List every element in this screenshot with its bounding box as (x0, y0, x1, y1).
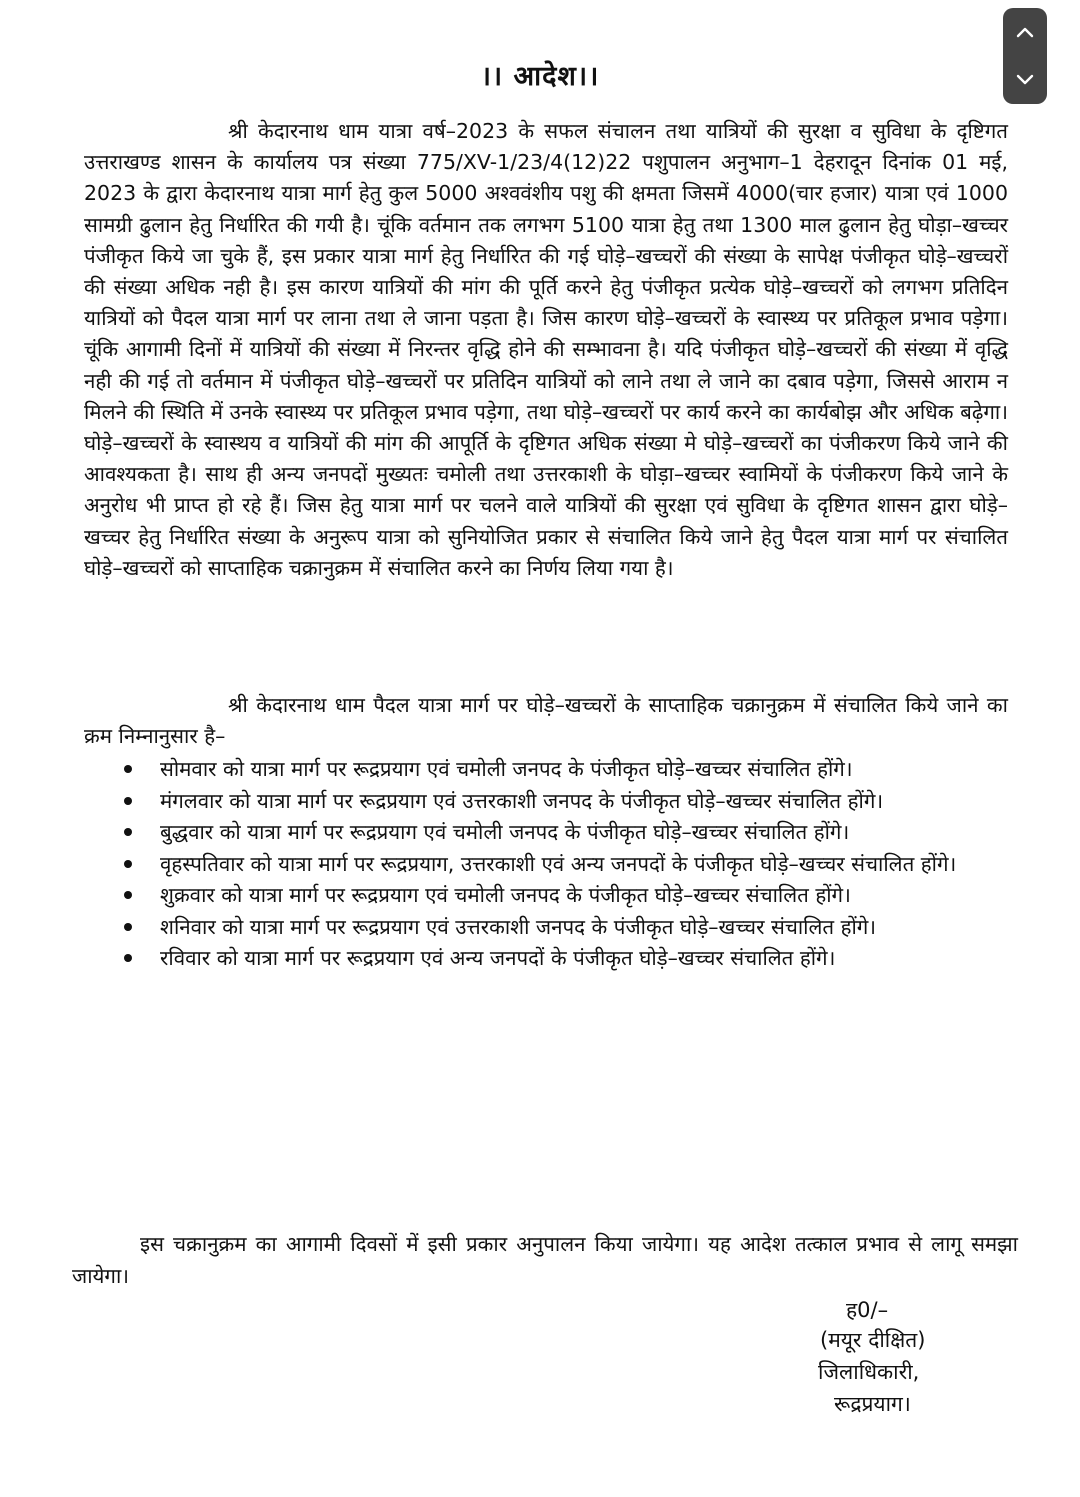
list-item (160, 754, 1018, 786)
list-item (160, 849, 1018, 881)
list-item-text: वृहस्पतिवार को यात्रा मार्ग पर रूद्रप्रयाग, उत्तरकाशी एवं अन्य जनपदों के पंजीकृत घोड़े–खच्चर संचालित होंगे। (160, 851, 957, 876)
bullet-icon (124, 954, 132, 962)
list-item-text: सोमवार को यात्रा मार्ग पर रूद्रप्रयाग एवं चमोली जनपद के पंजीकृत घोड़े–खच्चर संचालित होंगे। (160, 757, 853, 781)
signature-mark: ह0/– (846, 1298, 889, 1322)
signatory-designation: जिलाधिकारी, (818, 1360, 920, 1384)
list-item-text: शुक्रवार को यात्रा मार्ग पर रूद्रप्रयाग एवं चमोली जनपद के पंजीकृत घोड़े–खच्चर संचालित होंगे। (160, 883, 851, 907)
bullet-icon (124, 765, 132, 773)
page-navigation (1003, 8, 1047, 104)
bullet-icon (124, 860, 132, 868)
document-title: ।। आदेश।। (480, 61, 600, 92)
list-item (160, 880, 1018, 912)
body-paragraph-1: श्री केदारनाथ धाम यात्रा वर्ष–2023 के सफल संचालन तथा यात्रियों की सुरक्षा व सुविधा के दृष्टिगत उत्तराखण्ड शासन के कार्यालय पत्र संख्या 775/XV-1/23/4(12)22 पशुपालन अनुभाग–1 देहरादून दिनांक 01 मई, 2023 के द्वारा केदारनाथ यात्रा मार्ग हेतु कुल 5000 अश्ववंशीय पशु की क्षमता जिसमें 4000(चार हजार) यात्रा एवं 1000 सामग्री ढुलान हेतु निर्धारित की गयी है। चूंकि वर्तमान तक लगभग 5100 यात्रा हेतु तथा 1300 माल ढुलान हेतु घोड़ा–खच्चर पंजीकृत किये जा चुके हैं, इस प्रकार यात्रा मार्ग हेतु निर्धारित की गई घोड़े–खच्चरों की संख्या के सापेक्ष पंजीकृत घोड़े–खच्चरों की संख्या अधिक नही है। इस कारण यात्रियों की मांग की पूर्ति करने हेतु पंजीकृत प्रत्येक घोड़े–खच्चरों को लगभग प्रतिदिन यात्रियों को पैदल यात्रा मार्ग पर लाना तथा ले जाना पड़ता है। जिस कारण घोड़े–खच्चरों के स्वास्थ्य पर प्रतिकूल प्रभाव पड़ेगा। चूंकि आगामी दिनों में यात्रियों की संख्या में निरन्तर वृद्धि होने की सम्भावना है। यदि पंजीकृत घोड़े–खच्चरों की संख्या में वृद्धि नही की गई तो वर्तमान में पंजीकृत घोड़े–खच्चरों पर प्रतिदिन यात्रियों को लाने तथा ले जाने का दबाव पड़ेगा, जिससे आराम न मिलने की स्थिति में उनके स्वास्थ्य पर प्रतिकूल प्रभाव पड़ेगा, तथा घोड़े–खच्चरों पर कार्य करने का कार्यबोझ और अधिक बढ़ेगा। घोड़े–खच्चरों के स्वास्थय व यात्रियों की मांग की आपूर्ति के दृष्टिगत अधिक संख्या मे घोड़े–खच्चरों का पंजीकरण किये जाने की आवश्यकता है। साथ ही अन्य जनपदों मुख्यतः चमोली तथा उत्तरकाशी के घोड़ा–खच्चर स्वामियों के पंजीकरण किये जाने के अनुरोध भी प्राप्त हो रहे हैं। जिस हेतु यात्रा मार्ग पर चलने वाले यात्रियों की सुरक्षा एवं सुविधा के दृष्टिगत शासन द्वारा घोड़े–खच्चर हेतु निर्धारित संख्या के अनुरूप यात्रा को सुनियोजित प्रकार से संचालित किये जाने हेतु पैदल यात्रा मार्ग पर संचालित घोड़े–खच्चरों को साप्ताहिक चक्रानुक्रम में संचालित करने का निर्णय लिया गया है। (84, 119, 1008, 580)
body-paragraph-2: श्री केदारनाथ धाम पैदल यात्रा मार्ग पर घोड़े–खच्चरों के साप्ताहिक चक्रानुक्रम में संचालित किये जाने का क्रम निम्नानुसार है– (84, 693, 1008, 749)
list-item (160, 786, 1018, 818)
list-item (160, 943, 1018, 975)
list-item (160, 817, 1018, 849)
previous-page-button[interactable] (1003, 8, 1047, 56)
bullet-icon (124, 923, 132, 931)
chevron-up-icon (1016, 26, 1034, 38)
list-item-text: बुद्धवार को यात्रा मार्ग पर रूद्रप्रयाग एवं चमोली जनपद के पंजीकृत घोड़े–खच्चर संचालित होंगे। (160, 820, 850, 844)
closing-paragraph: इस चक्रानुक्रम का आगामी दिवसों में इसी प्रकार अनुपालन किया जायेगा। यह आदेश तत्काल प्रभाव से लागू समझा जायेगा। (72, 1232, 1018, 1288)
bullet-icon (124, 828, 132, 836)
list-item-text: रविवार को यात्रा मार्ग पर रूद्रप्रयाग एवं अन्य जनपदों के पंजीकृत घोड़े–खच्चर संचालित होंगे। (160, 946, 836, 970)
chevron-down-icon (1016, 74, 1034, 86)
signatory-place: रूद्रप्रयाग। (834, 1392, 911, 1416)
bullet-icon (124, 797, 132, 805)
schedule-list (160, 754, 1018, 975)
list-item-text: शनिवार को यात्रा मार्ग पर रूद्रप्रयाग एवं उत्तरकाशी जनपद के पंजीकृत घोड़े–खच्चर संचालित होंगे। (160, 914, 877, 939)
list-item-text: मंगलवार को यात्रा मार्ग पर रूद्रप्रयाग एवं उत्तरकाशी जनपद के पंजीकृत घोड़े–खच्चर संचालित होंगे। (160, 788, 884, 813)
next-page-button[interactable] (1003, 56, 1047, 104)
list-item (160, 912, 1018, 944)
signatory-name: (मयूर दीक्षित) (820, 1328, 926, 1352)
bullet-icon (124, 891, 132, 899)
